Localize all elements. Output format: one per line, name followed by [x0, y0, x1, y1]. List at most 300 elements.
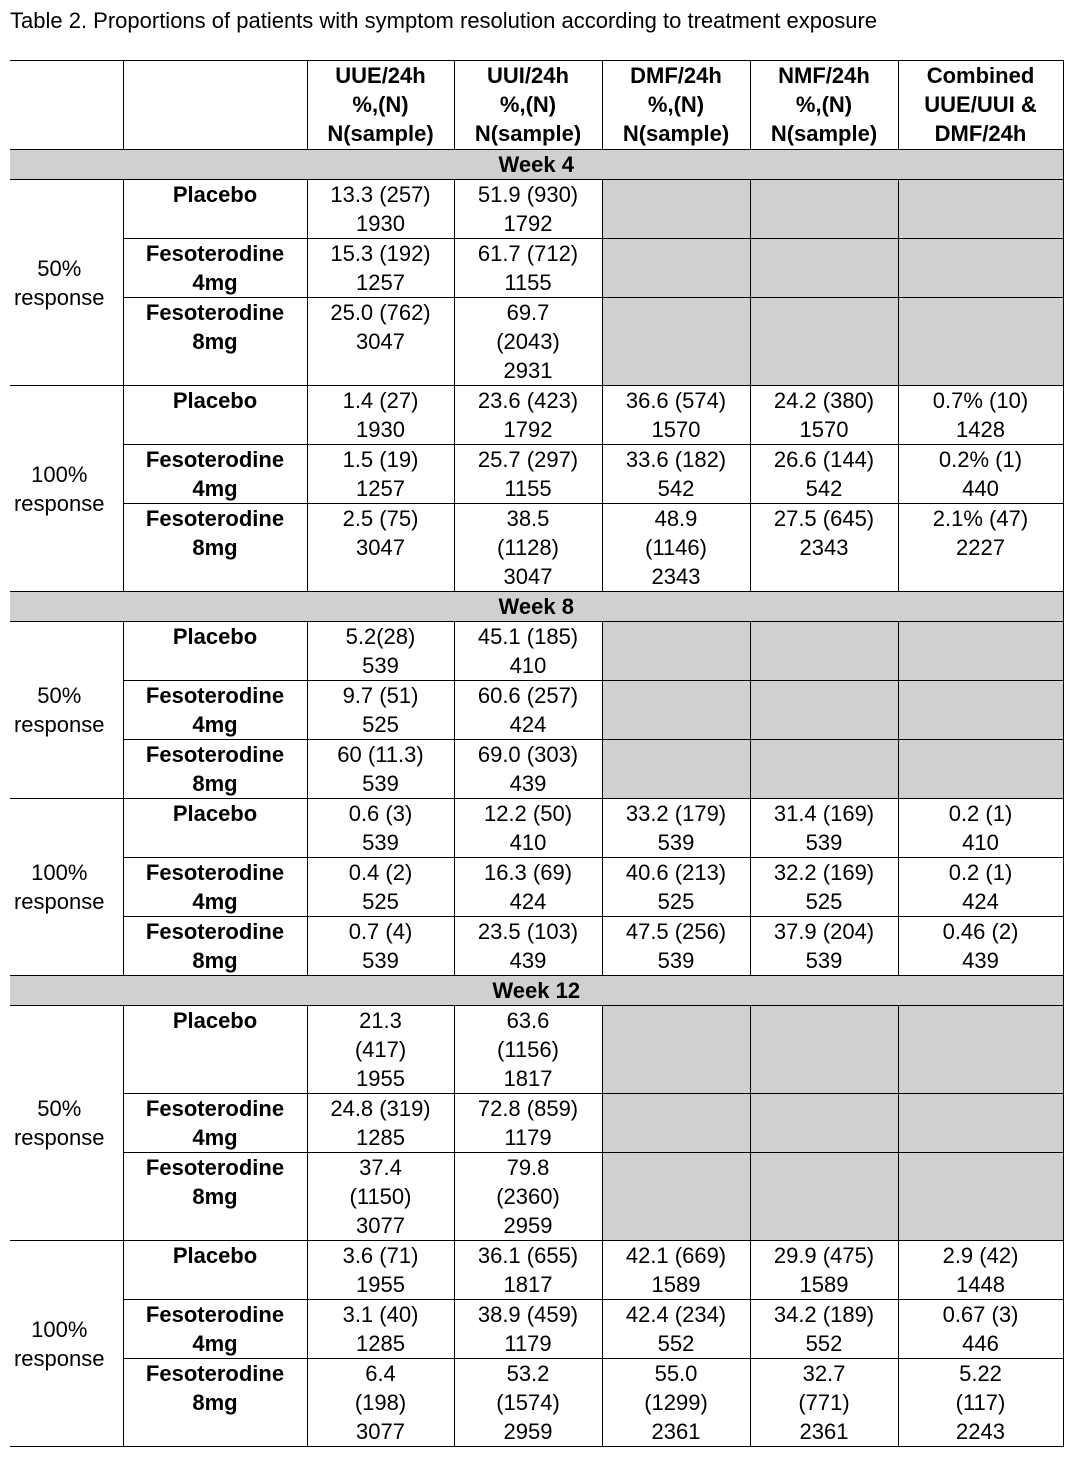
section-label: Week 4	[10, 150, 1063, 180]
value-line: 55.0	[654, 1361, 698, 1386]
treatment-line: 4mg	[192, 1125, 238, 1150]
value-cell	[898, 386, 1063, 445]
value-cell	[750, 1241, 898, 1300]
value-cell	[307, 504, 454, 592]
value-line: (117)	[955, 1390, 1006, 1415]
value-line: 3.6 (71)	[342, 1243, 419, 1268]
value-cell	[307, 858, 454, 917]
treatment-cell	[123, 1359, 307, 1447]
response-level-cell	[10, 622, 123, 799]
value-cell	[454, 799, 602, 858]
value-line: 34.2 (189)	[773, 1302, 875, 1327]
value-cell	[602, 1241, 750, 1300]
response-level-line: response	[13, 284, 105, 310]
value-line: 539	[805, 830, 843, 855]
value-cell	[898, 1359, 1063, 1447]
value-line: 539	[362, 653, 399, 678]
header-cell: Combined UUE/UUI & DMF/24h	[898, 61, 1063, 150]
treatment-line: Fesoterodine	[145, 742, 285, 767]
treatment-cell	[123, 1153, 307, 1241]
value-line: (2043)	[496, 329, 560, 354]
value-cell	[454, 504, 602, 592]
treatment-line: Placebo	[172, 182, 258, 207]
value-line: 36.1 (655)	[477, 1243, 579, 1268]
response-level-line: 100%	[31, 1316, 88, 1342]
value-line: 410	[509, 830, 547, 855]
treatment-line: Placebo	[172, 801, 258, 826]
value-line: 3077	[356, 1213, 405, 1238]
treatment-cell	[123, 239, 307, 298]
value-line: 1955	[356, 1272, 405, 1297]
response-level-line: 50%	[37, 1096, 82, 1121]
treatment-line: 8mg	[192, 535, 238, 560]
value-cell	[898, 917, 1063, 976]
value-line: 24.8 (319)	[330, 1096, 431, 1121]
value-cell	[454, 740, 602, 799]
value-line: 12.2 (50)	[483, 801, 573, 826]
treatment-line: Fesoterodine	[145, 241, 285, 266]
value-line: 63.6	[506, 1008, 550, 1033]
treatment-line: Fesoterodine	[145, 1155, 285, 1180]
value-line: 33.6 (182)	[625, 447, 727, 472]
value-cell	[454, 445, 602, 504]
value-line: 48.9	[654, 506, 698, 531]
value-line: 525	[362, 712, 399, 737]
value-cell	[750, 504, 898, 592]
empty-cell	[898, 681, 1063, 740]
value-line: 25.0 (762)	[330, 300, 431, 325]
table-row	[10, 1359, 1063, 1447]
value-line: 439	[962, 948, 999, 973]
treatment-cell	[123, 740, 307, 799]
value-line: 2243	[956, 1419, 1005, 1444]
value-cell	[307, 799, 454, 858]
value-line: 3047	[356, 535, 405, 560]
empty-cell	[750, 1006, 898, 1094]
value-cell	[307, 239, 454, 298]
response-level-label	[10, 460, 123, 518]
table-row	[10, 180, 1063, 239]
response-level-label	[10, 858, 123, 916]
value-line: 2361	[799, 1419, 849, 1444]
response-level-line: response	[13, 1345, 105, 1371]
empty-cell	[602, 1094, 750, 1153]
treatment-line: 4mg	[192, 712, 238, 737]
value-cell	[750, 1359, 898, 1447]
value-line: 1817	[503, 1066, 553, 1091]
value-cell	[750, 386, 898, 445]
value-cell	[898, 1241, 1063, 1300]
response-level-line: 100%	[31, 860, 88, 885]
value-line: 33.2 (179)	[625, 801, 727, 826]
table-row	[10, 1006, 1063, 1094]
value-line: 525	[362, 889, 399, 914]
value-cell	[454, 386, 602, 445]
treatment-line: Fesoterodine	[145, 1302, 285, 1327]
value-line: (198)	[354, 1390, 407, 1415]
value-line: 23.6 (423)	[477, 388, 579, 413]
value-line: 552	[805, 1331, 843, 1356]
table-row	[10, 858, 1063, 917]
value-line: (1150)	[349, 1184, 412, 1209]
value-line: 1792	[503, 417, 553, 442]
empty-cell	[602, 1153, 750, 1241]
empty-cell	[750, 298, 898, 386]
value-line: 37.9 (204)	[773, 919, 875, 944]
table-body	[10, 150, 1063, 1447]
table-row	[10, 799, 1063, 858]
treatment-cell	[123, 1241, 307, 1300]
table-row	[10, 298, 1063, 386]
treatment-cell	[123, 681, 307, 740]
value-line: 2343	[799, 535, 849, 560]
treatment-line: Fesoterodine	[145, 683, 285, 708]
value-cell	[307, 1359, 454, 1447]
value-cell	[454, 180, 602, 239]
response-level-label	[10, 254, 123, 312]
treatment-line: 8mg	[192, 1390, 238, 1415]
value-cell	[602, 917, 750, 976]
value-line: 2227	[956, 535, 1005, 560]
empty-cell	[602, 298, 750, 386]
value-line: 446	[962, 1331, 999, 1356]
empty-cell	[602, 622, 750, 681]
response-level-cell	[10, 180, 123, 386]
response-level-line: response	[13, 490, 105, 516]
response-level-cell	[10, 1006, 123, 1241]
table-row	[10, 504, 1063, 592]
table-row	[10, 386, 1063, 445]
value-line: 410	[962, 830, 999, 855]
value-line: 5.22	[959, 1361, 1002, 1386]
value-line: 1930	[356, 211, 405, 236]
value-line: 0.67 (3)	[942, 1302, 1019, 1327]
value-line: 539	[657, 830, 695, 855]
treatment-line: Fesoterodine	[145, 447, 285, 472]
value-line: 2959	[503, 1419, 553, 1444]
treatment-line: Fesoterodine	[145, 1096, 285, 1121]
section-row	[10, 592, 1063, 622]
value-line: 42.1 (669)	[625, 1243, 727, 1268]
value-cell	[307, 622, 454, 681]
value-line: 79.8	[506, 1155, 550, 1180]
value-cell	[454, 1300, 602, 1359]
value-line: 1930	[356, 417, 405, 442]
table-row	[10, 239, 1063, 298]
value-cell	[307, 386, 454, 445]
value-line: 37.4	[359, 1155, 402, 1180]
value-line: 16.3 (69)	[483, 860, 573, 885]
value-cell	[602, 799, 750, 858]
value-cell	[454, 1153, 602, 1241]
value-line: 0.2 (1)	[948, 801, 1013, 826]
value-line: 0.6 (3)	[348, 801, 413, 826]
value-line: 1589	[651, 1272, 701, 1297]
table-row	[10, 681, 1063, 740]
value-line: 5.2(28)	[345, 624, 416, 649]
value-line: 6.4	[365, 1361, 396, 1386]
empty-cell	[602, 681, 750, 740]
header-cell: DMF/24h %,(N) N(sample)	[602, 61, 750, 150]
value-cell	[454, 1359, 602, 1447]
table-row	[10, 445, 1063, 504]
value-line: 1285	[356, 1125, 405, 1150]
value-line: 25.7 (297)	[477, 447, 579, 472]
value-line: 424	[509, 889, 547, 914]
value-line: 27.5 (645)	[773, 506, 875, 531]
treatment-line: 8mg	[192, 1184, 238, 1209]
section-row	[10, 150, 1063, 180]
value-line: 9.7 (51)	[342, 683, 419, 708]
section-label: Week 8	[10, 592, 1063, 622]
response-level-label	[10, 681, 123, 739]
table-row	[10, 740, 1063, 799]
value-cell	[454, 1094, 602, 1153]
treatment-cell	[123, 1300, 307, 1359]
value-line: 1955	[356, 1066, 405, 1091]
empty-cell	[898, 1006, 1063, 1094]
value-cell	[454, 858, 602, 917]
treatment-line: Placebo	[172, 1243, 258, 1268]
value-line: 1570	[799, 417, 849, 442]
value-line: 539	[657, 948, 695, 973]
treatment-cell	[123, 445, 307, 504]
empty-cell	[898, 1094, 1063, 1153]
value-cell	[454, 622, 602, 681]
empty-cell	[898, 1153, 1063, 1241]
header-cell: UUI/24h %,(N) N(sample)	[454, 61, 602, 150]
value-line: 29.9 (475)	[773, 1243, 875, 1268]
value-line: 1589	[799, 1272, 849, 1297]
value-line: 525	[805, 889, 843, 914]
value-cell	[454, 1241, 602, 1300]
table-row	[10, 1300, 1063, 1359]
value-line: 1570	[651, 417, 701, 442]
value-line: 1428	[956, 417, 1005, 442]
value-line: 1448	[956, 1272, 1005, 1297]
value-line: 36.6 (574)	[625, 388, 727, 413]
value-line: 53.2	[506, 1361, 550, 1386]
value-line: (1299)	[644, 1390, 708, 1415]
value-cell	[898, 858, 1063, 917]
value-line: 0.7 (4)	[348, 919, 413, 944]
empty-cell	[750, 239, 898, 298]
treatment-line: 4mg	[192, 1331, 238, 1356]
empty-cell	[898, 298, 1063, 386]
value-cell	[307, 1153, 454, 1241]
response-level-line: 50%	[37, 683, 82, 708]
value-cell	[307, 445, 454, 504]
treatment-line: Fesoterodine	[145, 860, 285, 885]
table-header	[10, 61, 1063, 150]
value-cell	[750, 858, 898, 917]
treatment-line: Fesoterodine	[145, 919, 285, 944]
value-line: 51.9 (930)	[477, 182, 579, 207]
value-line: 60.6 (257)	[477, 683, 579, 708]
treatment-cell	[123, 298, 307, 386]
table-row	[10, 622, 1063, 681]
value-cell	[307, 180, 454, 239]
table-row	[10, 917, 1063, 976]
value-cell	[602, 386, 750, 445]
value-line: 439	[509, 948, 547, 973]
value-line: (1146)	[645, 535, 707, 560]
empty-cell	[602, 1006, 750, 1094]
value-line: 1257	[356, 270, 405, 295]
value-line: 424	[509, 712, 547, 737]
empty-cell	[750, 681, 898, 740]
value-line: 0.2 (1)	[948, 860, 1013, 885]
value-line: (1156)	[497, 1037, 559, 1062]
value-line: 552	[657, 1331, 695, 1356]
value-cell	[307, 1094, 454, 1153]
value-cell	[307, 681, 454, 740]
value-line: 1792	[503, 211, 553, 236]
empty-cell	[602, 239, 750, 298]
value-line: 69.7	[506, 300, 550, 325]
value-line: 1817	[503, 1272, 553, 1297]
value-line: 69.0 (303)	[477, 742, 579, 767]
value-cell	[307, 1300, 454, 1359]
value-cell	[750, 917, 898, 976]
empty-cell	[602, 740, 750, 799]
value-cell	[898, 799, 1063, 858]
treatment-line: Fesoterodine	[145, 506, 285, 531]
value-line: 24.2 (380)	[773, 388, 875, 413]
value-cell	[602, 1359, 750, 1447]
value-line: 525	[657, 889, 695, 914]
value-line: 42.4 (234)	[625, 1302, 727, 1327]
response-level-line: 50%	[37, 255, 82, 281]
response-level-cell	[10, 799, 123, 976]
value-line: 31.4 (169)	[773, 801, 875, 826]
value-line: 23.5 (103)	[477, 919, 579, 944]
response-level-cell	[10, 1241, 123, 1447]
empty-cell	[750, 1153, 898, 1241]
value-line: 542	[805, 476, 843, 501]
value-line: 1.4 (27)	[342, 388, 419, 413]
value-cell	[898, 504, 1063, 592]
value-cell	[454, 1006, 602, 1094]
treatment-cell	[123, 1094, 307, 1153]
value-line: 2931	[503, 358, 553, 383]
treatment-line: Placebo	[172, 388, 258, 413]
response-level-label	[10, 1315, 123, 1373]
table-row	[10, 1153, 1063, 1241]
value-line: 1179	[504, 1125, 552, 1150]
value-line: 2343	[651, 564, 701, 589]
header-cell: UUE/24h %,(N) N(sample)	[307, 61, 454, 150]
value-cell	[307, 1006, 454, 1094]
value-line: 13.3 (257)	[330, 182, 431, 207]
section-label: Week 12	[10, 976, 1063, 1006]
value-line: 1155	[504, 476, 552, 501]
value-line: 3077	[356, 1419, 405, 1444]
treatment-line: 4mg	[192, 476, 238, 501]
header-cell: NMF/24h %,(N) N(sample)	[750, 61, 898, 150]
treatment-line: 8mg	[192, 771, 238, 796]
response-level-cell	[10, 386, 123, 592]
table-row	[10, 1241, 1063, 1300]
treatment-line: 4mg	[192, 889, 238, 914]
value-line: (417)	[354, 1037, 407, 1062]
value-line: 38.5	[506, 506, 550, 531]
value-line: 410	[509, 653, 547, 678]
value-cell	[602, 1300, 750, 1359]
response-level-label	[10, 1094, 123, 1152]
value-line: 38.9 (459)	[477, 1302, 579, 1327]
treatment-cell	[123, 858, 307, 917]
value-line: 1179	[504, 1331, 552, 1356]
table-row	[10, 1094, 1063, 1153]
empty-cell	[750, 622, 898, 681]
treatment-cell	[123, 386, 307, 445]
value-cell	[898, 1300, 1063, 1359]
treatment-cell	[123, 799, 307, 858]
value-line: 3047	[356, 329, 405, 354]
value-line: (1128)	[497, 535, 559, 560]
treatment-cell	[123, 622, 307, 681]
value-line: 1285	[356, 1331, 405, 1356]
value-cell	[750, 1300, 898, 1359]
section-row	[10, 976, 1063, 1006]
value-cell	[750, 445, 898, 504]
value-line: 539	[362, 948, 399, 973]
value-line: 439	[509, 771, 547, 796]
table-caption: Table 2. Proportions of patients with symptom resolution according to treatment exposure	[10, 8, 878, 33]
value-cell	[307, 740, 454, 799]
treatment-line: Placebo	[172, 624, 258, 649]
value-cell	[602, 504, 750, 592]
value-cell	[602, 858, 750, 917]
value-cell	[454, 239, 602, 298]
value-line: 40.6 (213)	[625, 860, 727, 885]
treatment-line: Placebo	[172, 1008, 258, 1033]
value-line: 61.7 (712)	[477, 241, 579, 266]
value-cell	[750, 799, 898, 858]
value-cell	[307, 298, 454, 386]
value-line: 72.8 (859)	[477, 1096, 579, 1121]
value-line: 32.2 (169)	[773, 860, 875, 885]
value-line: 0.4 (2)	[348, 860, 413, 885]
value-cell	[307, 1241, 454, 1300]
value-line: 2.1% (47)	[932, 506, 1029, 531]
value-line: 60 (11.3)	[337, 742, 424, 767]
value-line: 0.46 (2)	[942, 919, 1019, 944]
header-empty-cell	[123, 61, 307, 150]
empty-cell	[898, 622, 1063, 681]
results-table	[10, 60, 1064, 1447]
value-line: 32.7	[802, 1361, 846, 1386]
value-line: 26.6 (144)	[773, 447, 875, 472]
value-line: 539	[805, 948, 843, 973]
response-level-line: response	[13, 889, 105, 914]
value-line: 539	[362, 830, 399, 855]
value-line: 21.3	[359, 1008, 402, 1033]
value-line: 2361	[651, 1419, 701, 1444]
value-line: 15.3 (192)	[330, 241, 431, 266]
treatment-line: 8mg	[192, 329, 238, 354]
response-level-line: 100%	[31, 461, 88, 487]
value-cell	[307, 917, 454, 976]
value-line: 0.7% (10)	[932, 388, 1029, 413]
value-line: 2959	[503, 1213, 553, 1238]
header-empty-cell	[10, 61, 123, 150]
value-cell	[454, 298, 602, 386]
empty-cell	[898, 740, 1063, 799]
value-line: 539	[362, 771, 399, 796]
value-line: 440	[962, 476, 999, 501]
